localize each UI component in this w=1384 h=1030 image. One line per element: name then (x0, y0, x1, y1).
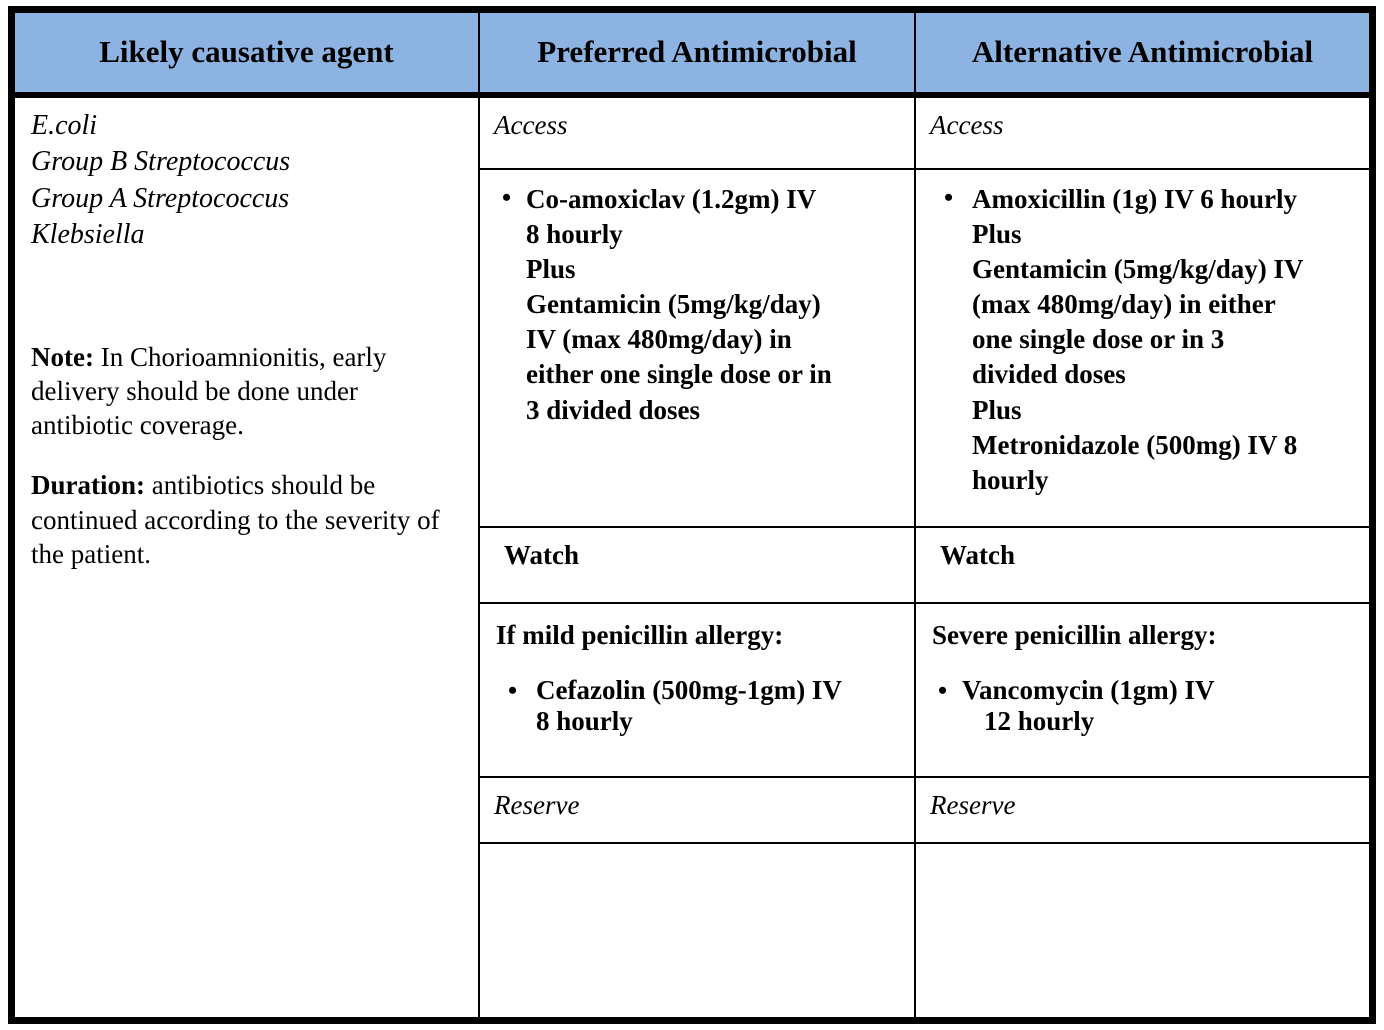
antimicrobial-guideline-table (8, 6, 1376, 1024)
cell-alternative-access-regimen (915, 169, 1369, 527)
drug-line: • Co-amoxiclav (1.2gm) IV (526, 184, 817, 214)
duration-paragraph (31, 468, 464, 571)
drug-list-alternative-watch (932, 675, 1357, 737)
notes-block (31, 340, 464, 572)
agent-list (31, 108, 464, 254)
list-item-drug (932, 675, 1357, 737)
drug-list-preferred-access (496, 182, 902, 428)
cell-preferred-reserve-regimen (479, 843, 915, 1017)
drug-line: hourly (972, 464, 1049, 495)
drug-line: 8 hourly (536, 706, 633, 737)
table (15, 13, 1369, 1017)
drug-line: Gentamicin (5mg/kg/day) IV (972, 254, 1304, 285)
cell-alternative-reserve-regimen (915, 843, 1369, 1017)
drug-line: Metronidazole (500mg) IV 8 (972, 429, 1298, 460)
duration-label: Duration: (31, 470, 145, 501)
note-label: Note: (31, 341, 94, 372)
drug-list-preferred-watch (496, 675, 902, 737)
category-watch-alternative: Watch (915, 527, 1369, 603)
drug-line: (max 480mg/day) in either (972, 289, 1276, 320)
drug-line: one single dose or in 3 (972, 324, 1225, 355)
cell-causative-agents (15, 95, 479, 1017)
list-item-drug (496, 182, 902, 428)
cell-preferred-access-regimen (479, 169, 915, 527)
list-item-agent: Group A Streptococcus (31, 182, 290, 214)
drug-line: • Vancomycin (1gm) IV (962, 675, 1215, 706)
list-item-drug (496, 675, 902, 737)
column-header-causative-agent: Likely causative agent (15, 13, 479, 95)
row-access-label (15, 95, 1369, 169)
note-paragraph (31, 340, 464, 443)
note-text: In Chorioamnionitis, early delivery should be done under antibiotic coverage. (31, 341, 387, 441)
drug-line: Plus (972, 394, 1022, 425)
category-reserve-alternative: Reserve (915, 777, 1369, 843)
drug-line: Plus (972, 219, 1022, 250)
drug-line: • Cefazolin (500mg-1gm) IV (536, 675, 842, 706)
cell-alternative-watch-regimen (915, 603, 1369, 777)
drug-line: 8 hourly (526, 219, 623, 250)
drug-line: • Amoxicillin (1g) IV 6 hourly (972, 184, 1298, 214)
allergy-heading-alternative: Severe penicillin allergy: (932, 620, 1217, 650)
category-access-preferred: Access (479, 95, 915, 169)
table-header-row (15, 13, 1369, 95)
drug-line: IV (max 480mg/day) in (526, 324, 792, 355)
column-header-preferred-antimicrobial: Preferred Antimicrobial (479, 13, 915, 95)
list-item-agent: Group B Streptococcus (31, 146, 291, 178)
drug-line: either one single dose or in (526, 359, 832, 390)
drug-line: Gentamicin (5mg/kg/day) (526, 289, 821, 320)
allergy-heading-preferred: If mild penicillin allergy: (496, 620, 784, 650)
drug-line: Plus (526, 254, 576, 285)
drug-line: divided doses (972, 359, 1126, 390)
duration-text: antibiotics should be continued according to the severity of the patient. (31, 470, 440, 569)
category-access-alternative: Access (915, 95, 1369, 169)
list-item-agent: E.coli (31, 110, 98, 141)
drug-line: 3 divided doses (526, 394, 701, 425)
category-reserve-preferred: Reserve (479, 777, 915, 843)
category-watch-preferred: Watch (479, 527, 915, 603)
drug-list-alternative-access (932, 182, 1357, 498)
drug-line: 12 hourly (984, 706, 1095, 737)
cell-preferred-watch-regimen (479, 603, 915, 777)
list-item-drug (932, 182, 1357, 498)
column-header-alternative-antimicrobial: Alternative Antimicrobial (915, 13, 1369, 95)
list-item-agent: Klebsiella (31, 219, 145, 251)
